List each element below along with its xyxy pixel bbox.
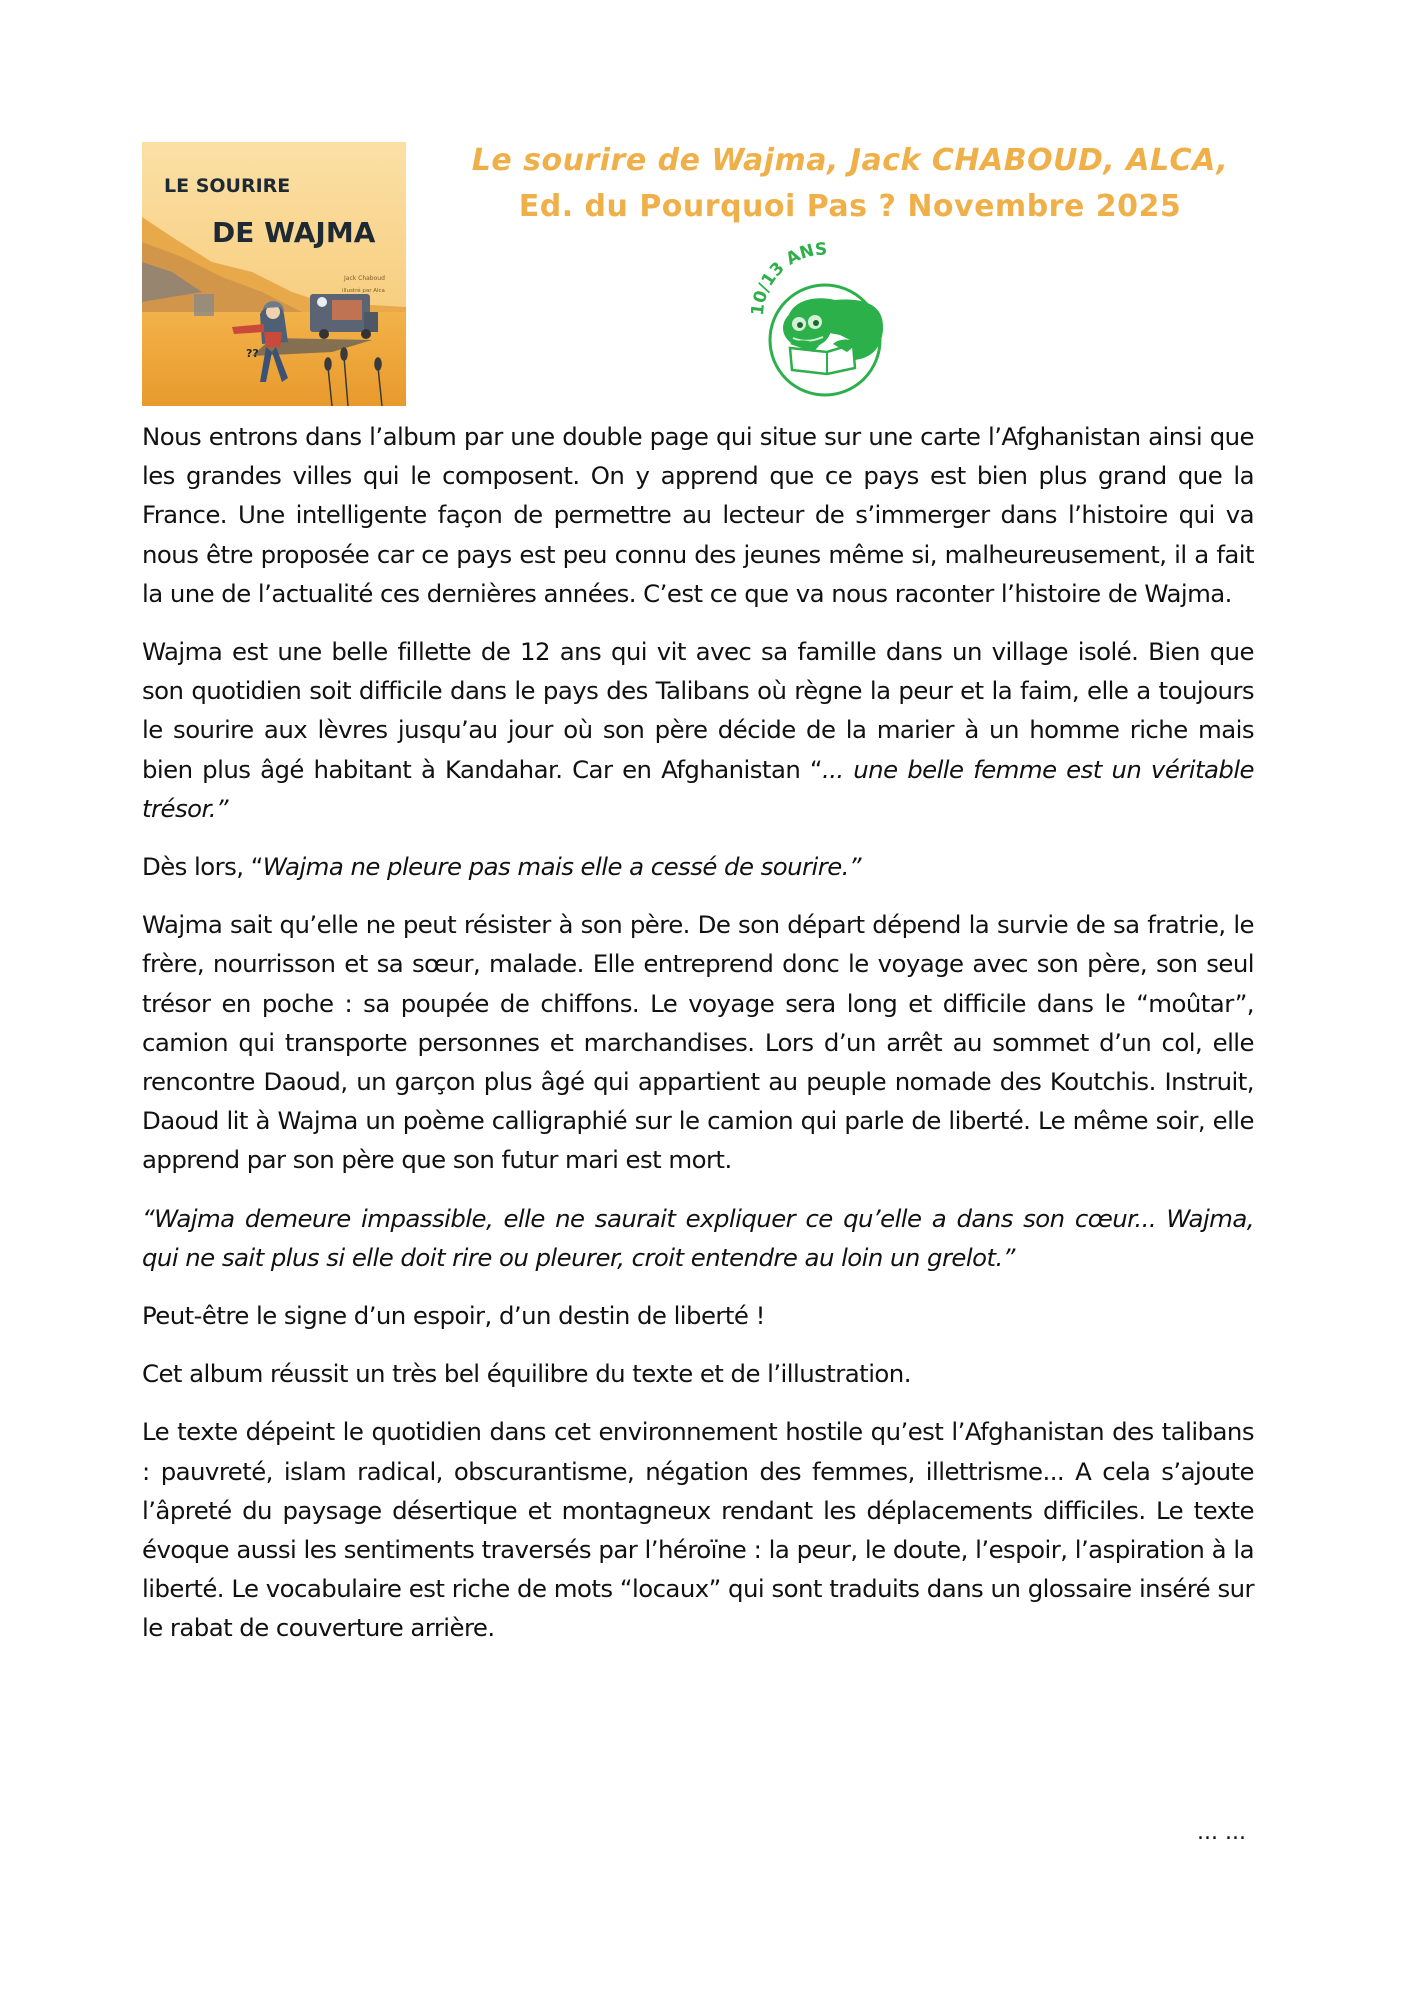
- title-line-1: Le sourire de Wajma, Jack CHABOUD, ALCA,: [471, 143, 1229, 178]
- text-segment: Peut-être le signe d’un espoir, d’un destin de liberté !: [142, 1301, 765, 1331]
- paragraph-quote: [142, 1199, 1254, 1277]
- paragraph-wajma-intro: [142, 632, 1254, 828]
- paragraph-espoir: [142, 1296, 1254, 1335]
- paragraph-equilibre: [142, 1354, 1254, 1393]
- age-badge-label: 10/13 ANS: [747, 240, 828, 317]
- text-segment: Nous entrons dans l’album par une double page qui situe sur une carte l’Afghanistan ainsi que les grandes villes qui le composent. On y apprend que ce pays est bien plus grand que la France. Une intelligente façon de permettre au lecteur de s’immerger dans l’histoire qui va nous être proposée car ce pays est peu connu des jeunes même si, malheureusement, il a fait la une de l’actualité ces dernières années. C’est ce que va nous raconter l’histoire de Wajma.: [142, 422, 1254, 608]
- text-segment: ... une belle femme est un véritable trésor.”: [142, 754, 1255, 823]
- book-cover-illustration: [142, 142, 406, 406]
- text-segment: Le texte dépeint le quotidien dans cet environnement hostile qu’est l’Afghanistan des talibans : pauvreté, islam radical, obscurantisme, négation des femmes, illettrisme... A cela s’ajoute l’âpreté du paysage désertique et montagneux rendant les déplacements difficiles. Le texte évoque aussi les sentiments traversés par l’héroïne : la peur, le doute, l’espoir, l’aspiration à la liberté. Le vocabulaire est riche de mots “locaux” qui sont traduits dans un glossaire inséré sur le rabat de couverture arrière.: [142, 1417, 1254, 1643]
- paragraph-des-lors: [142, 847, 1254, 886]
- cover-illustrator: illustré par Alca: [342, 288, 385, 294]
- paragraph-intro: [142, 417, 1254, 613]
- text-segment: Wajma sait qu’elle ne peut résister à son père. De son départ dépend la survie de sa fratrie, le frère, nourrisson et sa sœur, malade. Elle entreprend donc le voyage avec son père, son seul trésor en poche : sa poupée de chiffons. Le voyage sera long et difficile dans le “moûtar”, camion qui transporte personnes et marchandises. Lors d’un arrêt au sommet d’un col, elle rencontre Daoud, un garçon plus âgé qui appartient au peuple nomade des Koutchis. Instruit, Daoud lit à Wajma un poème calligraphié sur le camion qui parle de liberté. Le même soir, elle apprend par son père que son futur mari est mort.: [142, 910, 1254, 1175]
- cover-title-top: LE SOURIRE: [164, 175, 291, 197]
- age-badge: [735, 240, 915, 410]
- frog-reading-icon: [735, 240, 915, 410]
- document-title: [430, 138, 1270, 230]
- cover-title-bottom: DE WAJMA: [212, 216, 376, 249]
- text-segment: Wajma est une belle fillette de 12 ans qui vit avec sa famille dans un village isolé. Bien que son quotidien soit difficile dans le pays des Talibans où règne la peur et la faim, elle a toujours le sourire aux lèvres jusqu’au jour où son père décide de la marier à un homme riche mais bien plus âgé habitant à Kandahar. Car en Afghanistan “: [142, 637, 1254, 784]
- continuation-mark: ... ...: [1197, 1820, 1246, 1845]
- text-segment: Wajma ne pleure pas mais elle a cessé de sourire.”: [262, 852, 861, 882]
- cover-author: Jack Chaboud: [344, 275, 385, 282]
- review-body: [142, 417, 1254, 1667]
- text-segment: Cet album réussit un très bel équilibre du texte et de l’illustration.: [142, 1359, 911, 1389]
- fortress: [194, 294, 214, 316]
- publisher-logo: ??: [246, 347, 259, 360]
- text-segment: “Wajma demeure impassible, elle ne saurait expliquer ce qu’elle a dans son cœur... Wajma, qui ne sait plus si elle doit rire ou pleurer, croit entendre au loin un grelot.”: [142, 1203, 1254, 1272]
- paragraph-texte: [142, 1412, 1254, 1647]
- book-cover-image: [142, 142, 406, 406]
- paragraph-voyage: [142, 905, 1254, 1179]
- title-line-2: Ed. du Pourquoi Pas ? Novembre 2025: [518, 189, 1182, 224]
- text-segment: Dès lors, “: [142, 852, 263, 882]
